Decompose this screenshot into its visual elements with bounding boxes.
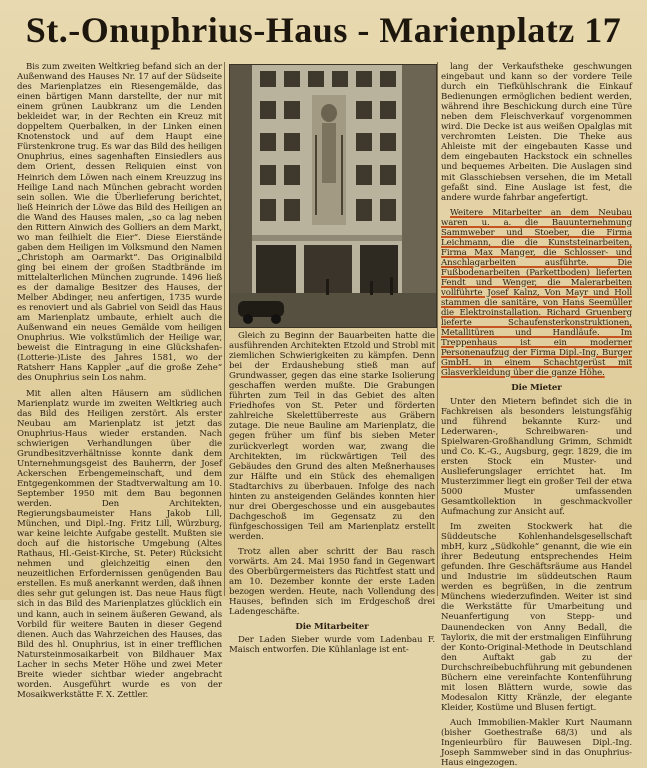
section-heading-mieter: Die Mieter [511,383,562,394]
column-3 [441,62,632,768]
column-1 [17,62,222,700]
building-photo [229,64,437,328]
column-divider [224,62,225,596]
paragraph: Bis zum zweiten Weltkrieg befand sich an der Außenwand des Hauses Nr. 17 auf der Südseite des Marienplatzes ein Riesengemälde, das einen bärtigen Mann darstellte, der nur mit einem grünen Laubkranz um die Lenden bekleidet war, in der Rechten ein Kreuz mit doppeltem Querbalken, in der Linken einen Knotenstock und auf dem Haupt eine Fürstenkrone trug. Es war das Bild des heiligen Onuphrius, eines sagenhaften Einsiedlers aus dem Orient, dessen Reliquien einst von Heinrich dem Löwen nach einem Kreuzzug ins Heilige Land nach München gebracht worden sein sollen. Wie die Überlieferung berichtet, ließ Heinrich der Löwe das Bild des Heiligen an die Wand des Hauses malen, „so ca lag neben den Rittern Ainwich des Golliers an dem Markt, wo man feilhielt die Eier“. Diese Eierstände gaben dem Heiligen im Volksmund den Namen „Christoph am Oarmarkt“. Das Originalbild ging bei einem der großen Stadtbrände im mittelalterlichen München zugrunde. 1496 ließ es der damalige Besitzer des Hauses, der Melber Abdinger, neu anfertigen, 1735 wurde es renoviert und als Gabriel von Seidl das Haus am Marienplatz umbaute, erhielt auch die Außenwand ein neues Gemälde vom heiligen Onuphrius. Wie volkstümlich der Heilige war, beweist die Eintragung in eine Glückshafen-(Lotterie-)Liste des Jahres 1581, wo der Ratsherr Hans Kappler „auf die große Zehe“ des Onuphrius sein Los nahm. [17,62,222,384]
paragraph: Der Laden Sieber wurde vom Ladenbau F. Maisch entworfen. Die Kühlanlage ist ent- [229,635,435,656]
column-2 [229,331,435,656]
paragraph: Trotz allen aber schritt der Bau rasch vorwärts. Am 24. Mai 1950 fand in Gegenwart des Oberbürgermeisters das Richtfest statt und am 10. Dezember konnte der erste Laden bezogen werden. Heute, nach Vollendung des Hauses, befinden sich im Erdgeschoß drei Ladengeschäfte. [229,546,435,618]
paragraph: Gleich zu Beginn der Bauarbeiten hatte die ausführenden Architekten Etzold und Strobl mit ziemlichen Schwierigkeiten zu kämpfen. Denn bei der Erdaushebung stieß man auf Grundwasser, gegen das eine starke Isolierung geschaffen werden mußte. Die Grabungen führten zum Teil in das Gebiet des alten Friedhofes von St. Peter und förderten zahlreiche Skelettüberreste aus Gräbern zutage. Die neue Bauline am Marienplatz, die gegen früher um fünf bis sieben Meter zurückverlegt worden war, zwang die Architekten, im rückwärtigen Teil des Gebäudes den Grund des alten Meßnerhauses zur Hälfte und ein Stück des ehemaligen Stadtarchivs zu überbauen. Infolge des nach hinten zu ansteigenden Geländes konnten hier nur drei Obergeschosse und ein ausgebautes Dachgeschoß im Gegensatz zu den fünfgeschossigen Teil am Marienplatz erstellt werden. [229,331,435,542]
paragraph: Im zweiten Stockwerk hat die Süddeutsche Kohlenhandelsgesellschaft mbH, kurz „Südkohle“ genannt, die wie ein ihrer Bedeutung entsprechendes Heim gefunden. Ihre Geschäftsräume aus Handel und Industrie im süddeutschen Raum werden es begrüßen, in die zentrum Münchens wiederzufinden. Weiter ist sind die Werkstätte für Umarbeitung und Neuanfertigung von Stepp- und Daunendecken von Anny Bedall, die Taylorix, die mit der erstmaligen Einführung der Konto-Original-Methode in Deutschland den Auftakt gab zu der Durchschreibebuchführung mit gebundenen Büchern eine vereinfachte Kontenführung mit losen Blättern wurde, sowie das Modesalon Kitty Kränzle, der elegante Kleider, Kostüme und Blusen fertigt. [441,522,632,713]
paragraph: Mit allen alten Häusern am südlichen Marienplatz wurde im zweiten Weltkrieg auch das Bild des Heiligen zerstört. Als erster Neubau am Marienplatz ist jetzt das Onuphrius-Haus wieder erstanden. Nach schwierigen Verhandlungen über die Grundbesitzverhältnisse konnte dank dem Unternehmungsgeist des Bauherrn, der Josef Ackerschen Erbengemeinschaft, und dem Entgegenkommen der Stadtverwaltung am 10. September 1950 mit dem Bau begonnen werden. Den Architekten, Regierungsbaumeister Hans Jakob Lill, München, und Dipl.-Ing. Fritz Lill, Würzburg, war keine leichte Aufgabe gestellt. Mußten sie doch auf die historische Umgebung (Altes Rathaus, Hl.-Geist-Kirche, St. Peter) Rücksicht nehmen und gleichzeitig einen den neuzeitlichen Erfordernissen genügenden Bau erstellen. Es muß anerkannt werden, daß ihnen dies sehr gut gelungen ist. Das neue Haus fügt sich in das Bild des Marienplatzes glücklich ein und kann, auch in seinem äußeren Gewand, als Vorbild für weitere Bauten in dieser Gegend dienen. Auch das Wahrzeichen des Hauses, das Bild des hl. Onuphrius, ist in einer trefflichen Natursteinmosaikarbeit von Bildhauer Max Lacher in sechs Meter Höhe und zwei Meter Breite wieder sichtbar wieder angebracht worden. Ausgeführt wurde es von der Mosaikwerkstätte F. X. Zettler. [17,388,222,700]
paragraph: lang der Verkaufstheke geschwungen eingebaut und kann so der vordere Teile durch ein Tiefkühlschrank die Einkauf Bedienungen ermöglichen bedient werden, während ihre Beschickung durch eine Türe neben dem Fleischverkauf vorgenommen wird. Die Decke ist aus weißen Opalglas mit verchromten Leisten. Die Theke aus Ahleiste mit der eingebauten Kasse und dem eingebauten Hackstock ein schnelles und bequemes Arbeiten. Die Auslagen sind mit Glasschiebsen versehen, die im Metall gefaßt sind. Eine Auslage ist fest, die andere wurde fahrbar angefertigt. [441,62,632,203]
paragraph: Auch Immobilien-Makler Kurt Naumann (bisher Goethestraße 68/3) und als Ingenieurbüro für Bauwesen Dipl.-Ing. Joseph Sammweber sind in das Onuphrius-Haus eingezogen. [441,717,632,768]
section-heading-mitarbeiter: Die Mitarbeiter [295,622,369,633]
headline: St.-Onuphrius-Haus - Marienplatz 17 [25,10,622,50]
building-photo-illustration [230,65,436,327]
column-divider [437,62,438,596]
paragraph: Weitere Mitarbeiter an dem Neubau waren u. a. die Bauunternehmung Sammweber und Stoeber, die Firma Leichmann, die die Kunststeinarbeiten, Firma Max Manger, die Schlosser- und Anschlagarbeiten ausführte. Die Fußbodenarbeiten (Parkettboden) lieferten Fendt und Wenger, die Malerarbeiten vollführte Josef Kalnz, Von Mayr und Holl stammen die sanitäre, von Hans Seemüller die Elektroinstallation. Richard Gruenberg lieferte Schaufensterkonstruktionen, Metallitüren und Handläufe. Im Treppenhaus ist ein moderner Personenaufzug der Firma Dipl.-Ing. Burger GmbH. in einem Schachtgerüst mit Glasverkleidung über die ganze Höhe. [441,207,632,379]
paragraph: Unter den Mietern befindet sich die in Fachkreisen als besonders leistungsfähig und führend bekannte Kurz- und Lederwaren-, Schreibwaren- und Spielwaren-Großhandlung Grimm, Schmidt und Co. K.-G., Augsburg, gegr. 1829, die im ersten Stock ein Muster- und Auslieferungslager errichtet hat. Im Musterzimmer liegt ein großer Teil der etwa 5000 Muster umfassenden Gesamtkollektion in geschmackvoller Aufmachung zur Ansicht auf. [441,396,632,518]
